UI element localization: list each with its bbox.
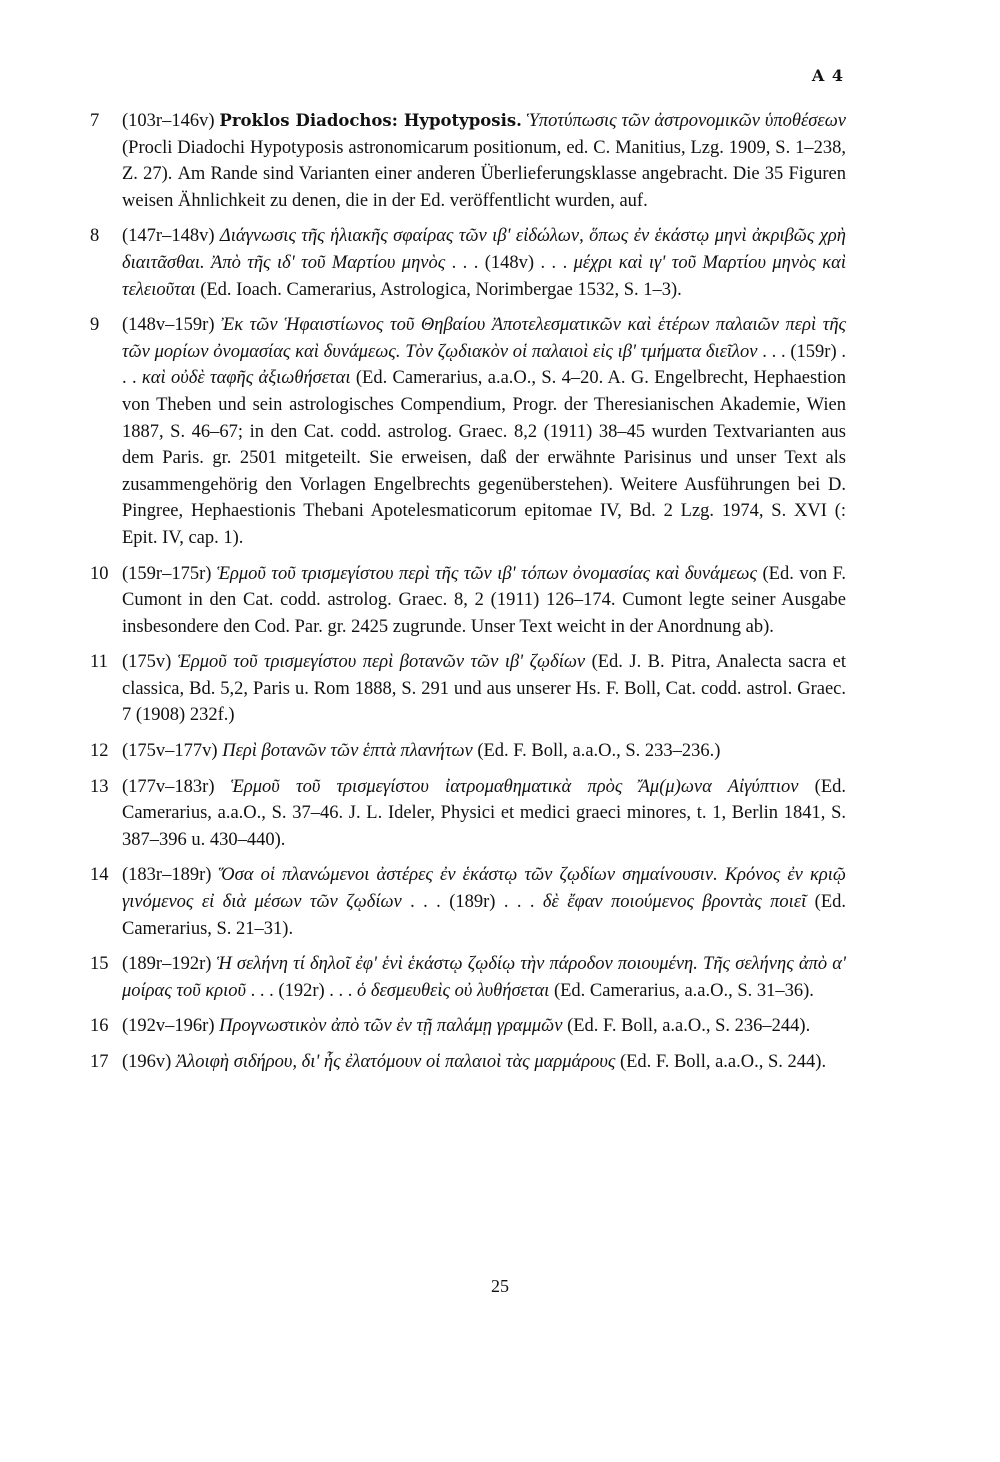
entry-number: 14: [90, 865, 109, 886]
entry-number: 10: [90, 563, 109, 584]
greek-title: Ὑποτύπωσις τῶν ἀστρονομικῶν ὑποθέσεων: [526, 111, 846, 131]
greek-title: μέχρι καὶ ιγ' τοῦ Μαρτίου μηνὸς καὶ τελειοῦται: [122, 252, 846, 300]
catalog-entry: [90, 108, 846, 214]
entry-number: 16: [90, 1016, 109, 1037]
entry-note: (103r–146v): [122, 111, 220, 131]
signature-mark: A 4: [811, 66, 844, 85]
catalog-entry: [90, 312, 846, 551]
entry-text: [122, 312, 846, 551]
greek-title: Ἑρμοῦ τοῦ τρισμεγίστου ἰατρομαθηματικὰ πρὸς Ἄμ(μ)ωνα Αἰγύπτιον: [230, 776, 799, 797]
entry-text: [122, 862, 846, 942]
catalog-entry: [90, 1013, 846, 1040]
entry-text: [122, 1049, 846, 1076]
entry-note: (Ed. F. Boll, a.a.O., S. 244).: [615, 1052, 827, 1072]
entry-note: (196v): [122, 1052, 176, 1072]
entry-note: (189r–192r): [122, 954, 217, 975]
entry-text: [122, 774, 846, 854]
entry-note: (175v): [122, 652, 178, 673]
entry-note: (Ed. F. Boll, a.a.O., S. 233–236.): [472, 741, 721, 762]
entry-note: . . . (192r) . . .: [246, 980, 358, 1001]
catalog-entry: [90, 738, 846, 765]
entry-note: (177v–183r): [122, 776, 231, 797]
entry-note: . . . (189r) . . .: [401, 892, 543, 913]
entry-text: [122, 1013, 846, 1040]
entry-note: (159r–175r): [122, 563, 217, 584]
greek-title: Περὶ βοτανῶν τῶν ἑπτὰ πλανήτων: [222, 741, 473, 762]
entry-note: . . . (148v) . . .: [445, 252, 574, 273]
entry-note: (147r–148v): [122, 226, 220, 247]
catalog-entries: [90, 108, 846, 1085]
entry-note: (Ed. von F. Cumont in den Cat. codd. astrolog. Graec. 8, 2 (1911) 126–174. Cumont legte seiner Ausgabe insbesondere den Cod. Par. gr. 2425 zugrunde. Unser Text weicht in der Anordnung ab).: [122, 563, 846, 637]
greek-title: Ἡ σελήνη τί δηλοῖ ἐφ' ἑνὶ ἑκάστῳ ζῳδίῳ τὴν πάροδον ποιουμένη. Τῆς σελήνης ἀπὸ α' μοίρας τοῦ κριοῦ: [122, 954, 846, 1001]
entry-note: (148v–159r): [122, 315, 222, 336]
entry-number: 15: [90, 954, 109, 975]
entry-text: [122, 561, 846, 641]
entry-note: (Ed. Camerarius, a.a.O., S. 31–36).: [549, 980, 814, 1001]
catalog-entry: [90, 649, 846, 729]
entry-number: 9: [90, 315, 100, 336]
greek-title: Ἑρμοῦ τοῦ τρισμεγίστου περὶ τῆς τῶν ιβ' τόπων ὀνομασίας καὶ δυνάμεως: [216, 563, 757, 584]
entry-text: [122, 649, 846, 729]
entry-number: 8: [90, 226, 100, 247]
entry-note: . . . (159r) . . .: [122, 341, 847, 389]
entry-text: [122, 951, 846, 1004]
greek-title: Ἐκ τῶν Ἡφαιστίωνος τοῦ Θηβαίου Ἀποτελεσματικῶν καὶ ἑτέρων παλαιῶν περὶ τῆς τῶν μορίων ὀνομασίας καὶ δυνάμεως. Τὸν ζῳδιακὸν οἱ παλαιοὶ εἰς ιβ' τμήματα διεῖλον: [122, 315, 847, 362]
entry-number: 7: [90, 111, 100, 131]
catalog-entry: [90, 561, 846, 641]
entry-note: (Ed. Camerarius, S. 21–31).: [122, 892, 846, 939]
entry-note: (Procli Diadochi Hypotyposis astronomicarum positionum, ed. C. Manitius, Lzg. 1909, S. 1–238, Z. 27). Am Rande sind Varianten einer anderen Überlieferungsklasse angebracht. Die 35 Figuren weisen Ähnlichkeit zu denen, die in der Ed. veröffentlicht wurden, auf.: [122, 137, 846, 211]
entry-note: (Ed. J. B. Pitra, Analecta sacra et classica, Bd. 5,2, Paris u. Rom 1888, S. 291 und aus unserer Hs. F. Boll, Cat. codd. astrol. Graec. 7 (1908) 232f.): [122, 652, 846, 726]
entry-heading: Proklos Diadochos: Hypotyposis.: [219, 111, 522, 130]
entry-note: (Ed. Camerarius, a.a.O., S. 4–20. A. G. Engelbrecht, Hephaestion von Theben und sein astrologisches Compendium, Progr. der Theresianischen Akademie, Wien 1887, S. 46–67; in den Cat. codd. astrolog. Graec. 8,2 (1911) 38–45 wurden Textvarianten aus dem Paris. gr. 2501 mitgeteilt. Sie erweisen, daß der erwähnte Parisinus und unser Text als zusammengehörig den Vorlagen Engelbrechts gegenüberstehen). Weitere Ausführungen bei D. Pingree, Hephaestionis Thebani Apotelesmaticorum epitomae IV, Bd. 2 Lzg. 1974, S. XVI (: Epit. IV, cap. 1).: [122, 368, 847, 548]
entry-note: (175v–177v): [122, 741, 223, 762]
greek-title: Ἀλοιφὴ σιδήρου, δι' ἧς ἐλατόμουν οἱ παλαιοὶ τὰς μαρμάρους: [175, 1052, 616, 1072]
entry-number: 17: [90, 1052, 109, 1072]
entry-note: (192v–196r): [122, 1016, 220, 1037]
catalog-entry: [90, 774, 846, 854]
greek-title: Ὅσα οἱ πλανώμενοι ἀστέρες ἐν ἑκάστῳ τῶν ζῳδίων σημαίνουσιν. Κρόνος ἐν κριῷ γινόμενος εἰ διὰ μέσων τῶν ζῳδίων: [122, 865, 846, 913]
greek-title: δὲ ἔφαν ποιούμενος βροντὰς ποιεῖ: [542, 892, 807, 913]
entry-note: (183r–189r): [122, 865, 219, 886]
entry-note: (Ed. Ioach. Camerarius, Astrologica, Norimbergae 1532, S. 1–3).: [195, 279, 682, 300]
greek-title: καὶ οὐδὲ ταφῆς ἀξιωθήσεται: [141, 368, 351, 389]
entry-number: 11: [90, 652, 108, 673]
greek-title: Διάγνωσις τῆς ἡλιακῆς σφαίρας τῶν ιβ' εἰδώλων, ὅπως ἐν ἑκάστῳ μηνὶ ἀκριβῶς χρὴ διαιτᾶσθαι. Ἀπὸ τῆς ιδ' τοῦ Μαρτίου μηνὸς: [122, 226, 846, 273]
page-number: 25: [491, 1276, 509, 1296]
catalog-entry: [90, 951, 846, 1004]
greek-title: Ἑρμοῦ τοῦ τρισμεγίστου περὶ βοτανῶν τῶν ιβ' ζῳδίων: [177, 652, 586, 673]
catalog-entry: [90, 1049, 846, 1076]
entry-note: (Ed. Camerarius, a.a.O., S. 37–46. J. L. Ideler, Physici et medici graeci minores, t. 1, Berlin 1841, S. 387–396 u. 430–440).: [122, 776, 846, 850]
greek-title: ὁ δεσμευθεὶς οὐ λυθήσεται: [357, 980, 550, 1001]
catalog-entry: [90, 223, 846, 303]
entry-note: (Ed. F. Boll, a.a.O., S. 236–244).: [562, 1016, 811, 1037]
entry-number: 13: [90, 776, 109, 797]
entry-text: [122, 108, 846, 214]
entry-text: [122, 223, 846, 303]
greek-title: Προγνωστικὸν ἀπὸ τῶν ἐν τῇ παλάμῃ γραμμῶν: [219, 1016, 563, 1037]
entry-number: 12: [90, 741, 109, 762]
catalog-entry: [90, 862, 846, 942]
entry-text: [122, 738, 846, 765]
